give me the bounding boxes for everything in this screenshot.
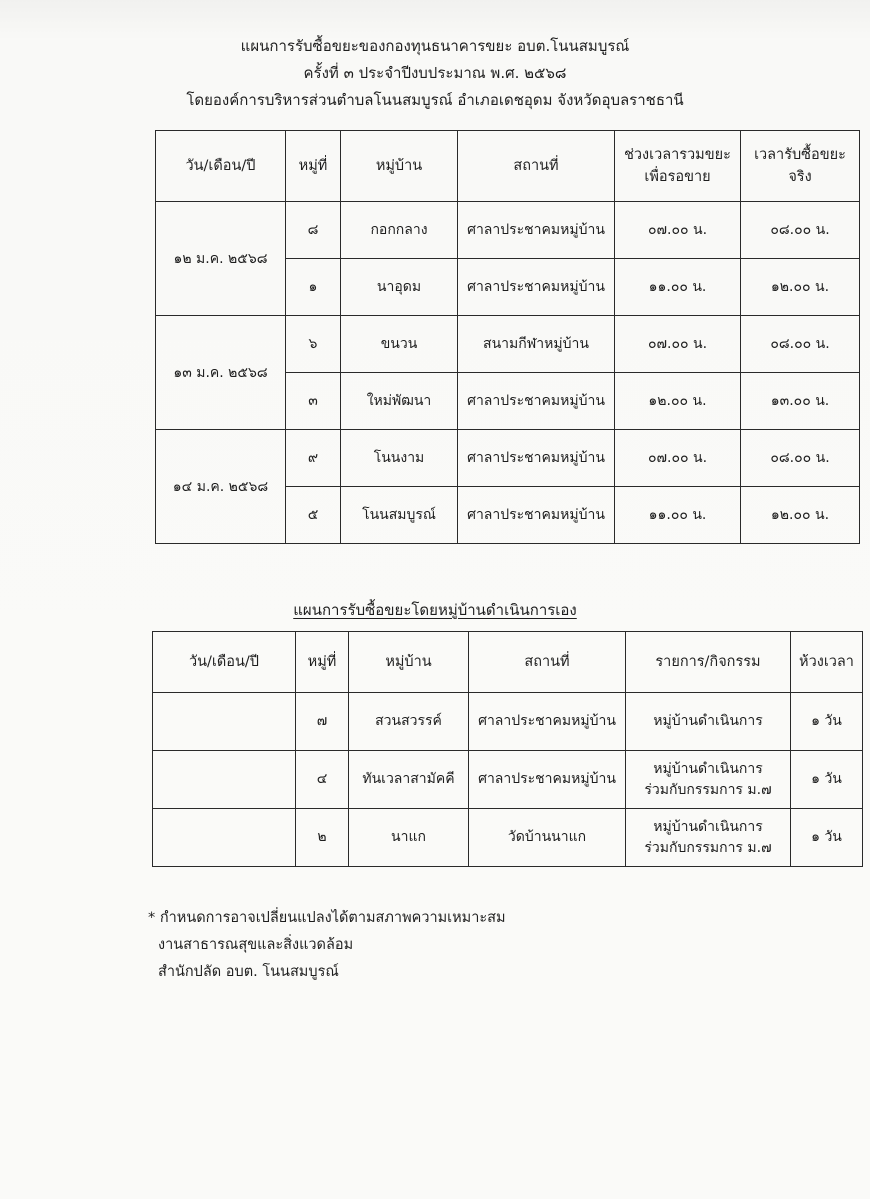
buy-time-cell: ๐๘.๐๐ น. — [741, 430, 860, 487]
table-header-row — [156, 131, 860, 202]
date-cell — [153, 809, 296, 867]
table-row — [153, 751, 863, 809]
table-row — [153, 693, 863, 751]
place-cell: วัดบ้านนาแก — [469, 809, 626, 867]
moo-cell: ๓ — [286, 373, 341, 430]
header-collect-time: ช่วงเวลารวมขยะ เพื่อรอขาย — [615, 131, 741, 202]
table-header-row — [153, 632, 863, 693]
collect-time-cell: ๑๑.๐๐ น. — [615, 259, 741, 316]
date-cell: ๑๔ ม.ค. ๒๕๖๘ — [156, 430, 286, 544]
document-title: แผนการรับซื้อขยะของกองทุนธนาคารขยะ อบต.โนนสมบูรณ์ — [240, 37, 630, 55]
place-cell: ศาลาประชาคมหมู่บ้าน — [458, 259, 615, 316]
header-village: หมู่บ้าน — [341, 131, 458, 202]
moo-cell: ๑ — [286, 259, 341, 316]
moo-cell: ๕ — [286, 487, 341, 544]
activity-cell: หมู่บ้านดำเนินการ ร่วมกับกรรมการ ม.๗ — [626, 751, 791, 809]
collect-time-cell: ๑๑.๐๐ น. — [615, 487, 741, 544]
note-office: สำนักปลัด อบต. โนนสมบูรณ์ — [158, 964, 339, 980]
village-cell: กอกกลาง — [341, 202, 458, 259]
village-cell: นาแก — [349, 809, 469, 867]
moo-cell: ๘ — [286, 202, 341, 259]
header-moo: หมู่ที่ — [296, 632, 349, 693]
village-cell: โนนงาม — [341, 430, 458, 487]
collect-time-cell: ๑๒.๐๐ น. — [615, 373, 741, 430]
place-cell: ศาลาประชาคมหมู่บ้าน — [458, 430, 615, 487]
header-village: หมู่บ้าน — [349, 632, 469, 693]
table-row — [156, 202, 860, 259]
self-managed-section-title: แผนการรับซื้อขยะโดยหมู่บ้านดำเนินการเอง — [293, 601, 577, 619]
header-place: สถานที่ — [469, 632, 626, 693]
village-cell: ขนวน — [341, 316, 458, 373]
note-disclaimer: * กำหนดการอาจเปลี่ยนแปลงได้ตามสภาพความเหมาะสม — [148, 910, 506, 926]
header-moo: หมู่ที่ — [286, 131, 341, 202]
footer-notes — [148, 905, 506, 986]
buy-time-cell: ๑๒.๐๐ น. — [741, 487, 860, 544]
activity-cell: หมู่บ้านดำเนินการ — [626, 693, 791, 751]
date-cell: ๑๓ ม.ค. ๒๕๖๘ — [156, 316, 286, 430]
period-cell: ๑ วัน — [791, 693, 863, 751]
date-cell — [153, 751, 296, 809]
table-row — [156, 430, 860, 487]
header-place: สถานที่ — [458, 131, 615, 202]
self-managed-table — [152, 631, 863, 867]
date-cell: ๑๒ ม.ค. ๒๕๖๘ — [156, 202, 286, 316]
header-date: วัน/เดือน/ปี — [156, 131, 286, 202]
header-activity: รายการ/กิจกรรม — [626, 632, 791, 693]
collect-time-cell: ๐๗.๐๐ น. — [615, 430, 741, 487]
activity-cell: หมู่บ้านดำเนินการ ร่วมกับกรรมการ ม.๗ — [626, 809, 791, 867]
document-subtitle-organization: โดยองค์การบริหารส่วนตำบลโนนสมบูรณ์ อำเภอเดชอุดม จังหวัดอุบลราชธานี — [186, 91, 684, 109]
table-row — [156, 316, 860, 373]
village-cell: ทันเวลาสามัคคี — [349, 751, 469, 809]
place-cell: ศาลาประชาคมหมู่บ้าน — [469, 693, 626, 751]
place-cell: ศาลาประชาคมหมู่บ้าน — [458, 487, 615, 544]
buy-time-cell: ๐๘.๐๐ น. — [741, 202, 860, 259]
document-subtitle-round: ครั้งที่ ๓ ประจำปีงบประมาณ พ.ศ. ๒๕๖๘ — [303, 64, 567, 82]
buy-time-cell: ๑๓.๐๐ น. — [741, 373, 860, 430]
place-cell: ศาลาประชาคมหมู่บ้าน — [469, 751, 626, 809]
collect-time-cell: ๐๗.๐๐ น. — [615, 316, 741, 373]
note-department: งานสาธารณสุขและสิ่งแวดล้อม — [158, 937, 354, 953]
header-period: ห้วงเวลา — [791, 632, 863, 693]
village-cell: โนนสมบูรณ์ — [341, 487, 458, 544]
buy-time-cell: ๐๘.๐๐ น. — [741, 316, 860, 373]
buy-time-cell: ๑๒.๐๐ น. — [741, 259, 860, 316]
moo-cell: ๔ — [296, 751, 349, 809]
table-row — [153, 809, 863, 867]
collect-time-cell: ๐๗.๐๐ น. — [615, 202, 741, 259]
village-cell: ใหม่พัฒนา — [341, 373, 458, 430]
moo-cell: ๗ — [296, 693, 349, 751]
village-cell: สวนสวรรค์ — [349, 693, 469, 751]
village-cell: นาอุดม — [341, 259, 458, 316]
moo-cell: ๒ — [296, 809, 349, 867]
moo-cell: ๖ — [286, 316, 341, 373]
header-date: วัน/เดือน/ปี — [153, 632, 296, 693]
place-cell: ศาลาประชาคมหมู่บ้าน — [458, 373, 615, 430]
period-cell: ๑ วัน — [791, 809, 863, 867]
purchase-schedule-table — [155, 130, 860, 544]
period-cell: ๑ วัน — [791, 751, 863, 809]
place-cell: ศาลาประชาคมหมู่บ้าน — [458, 202, 615, 259]
moo-cell: ๙ — [286, 430, 341, 487]
place-cell: สนามกีฬาหมู่บ้าน — [458, 316, 615, 373]
date-cell — [153, 693, 296, 751]
header-buy-time: เวลารับซื้อขยะ จริง — [741, 131, 860, 202]
